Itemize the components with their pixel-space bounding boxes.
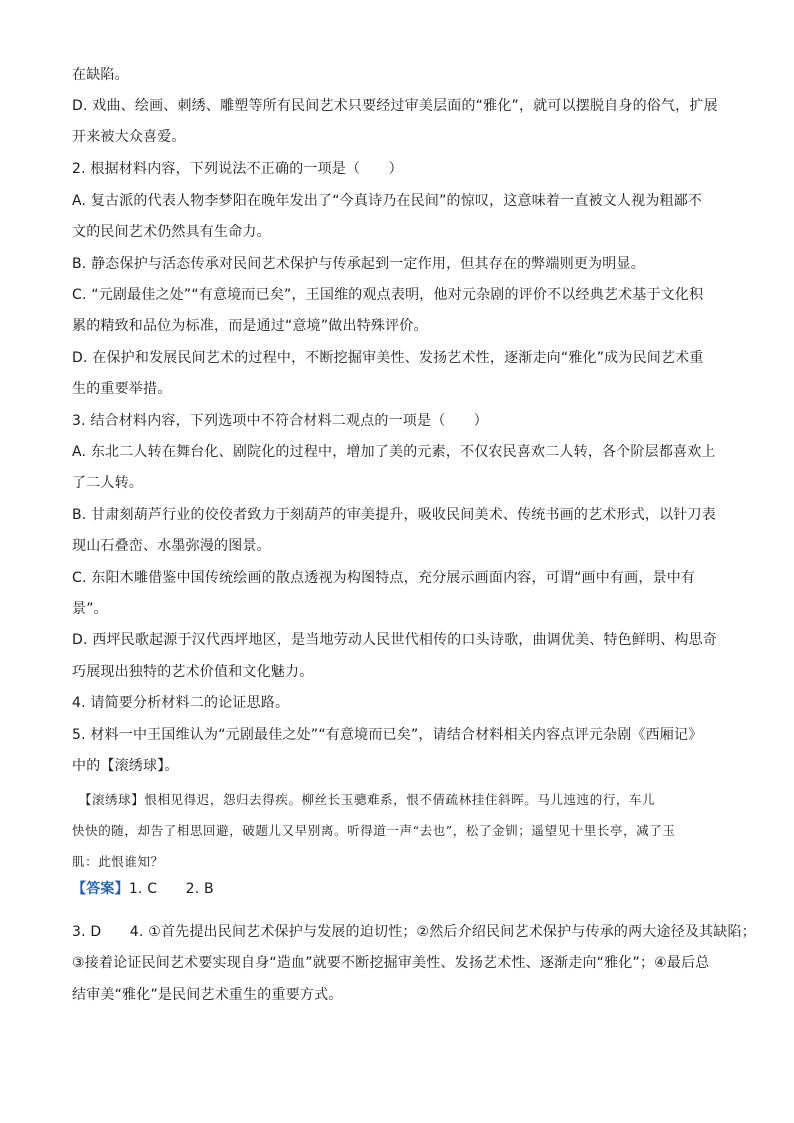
text-line: 开来被大众喜爱。 xyxy=(72,129,186,145)
option-d-line: D. 戏曲、绘画、刺绣、雕塑等所有民间艺术只要经过审美层面的“雅化”，就可以摆脱自身的俗气，扩展 xyxy=(72,98,718,114)
text-line: 在缺陷。 xyxy=(72,67,129,83)
question-5: 5. 材料一中王国维认为“元剧最佳之处”“有意境而已矣”，请结合材料相关内容点评元杂剧《西厢记》 xyxy=(72,727,703,743)
text-line: 了二人转。 xyxy=(72,475,143,491)
option-a-line: A. 东北二人转在舞台化、剧院化的过程中，增加了美的元素，不仅农民喜欢二人转，各个阶层都喜欢上 xyxy=(72,444,716,460)
text-line: 生的重要举措。 xyxy=(72,381,172,397)
option-d-line: D. 西坪民歌起源于汉代西坪地区，是当地劳动人民世代相传的口头诗歌，曲调优美、特色鲜明、构思奇 xyxy=(72,632,718,648)
option-c-line: C. 东阳木雕借鉴中国传统绘画的散点透视为构图特点，充分展示画面内容，可谓“画中有画，景中有 xyxy=(72,570,696,586)
text-line: 文的民间艺术仍然具有生命力。 xyxy=(72,224,271,240)
answer-line xyxy=(72,880,732,898)
poem-line: 【滚绣球】恨相见得迟，怨归去得疾。柳丝长玉骢难系，恨不倩疏林挂住斜晖。马儿迍迍的行，车儿 xyxy=(72,792,656,807)
text-line: 景”。 xyxy=(72,601,108,617)
answer-text: 1. C 2. B xyxy=(128,881,214,897)
answer-line: 3. D 4. ①首先提出民间艺术保护与发展的迫切性；②然后介绍民间艺术保护与传承的两大途径及其缺陷； xyxy=(72,924,756,940)
option-b-line: B. 静态保护与活态传承对民间艺术保护与传承起到一定作用，但其存在的弊端则更为明显。 xyxy=(72,256,645,272)
option-c-line: C. “元剧最佳之处”“有意境而已矣”，王国维的观点表明，他对元杂剧的评价不以经典艺术基于文化积 xyxy=(72,287,704,303)
question-4: 4. 请简要分析材料二的论证思路。 xyxy=(72,695,290,711)
text-line: 巧展现出独特的艺术价值和文化魅力。 xyxy=(72,664,314,680)
poem-line: 肌：此恨谁知？ xyxy=(72,854,164,869)
text-line: 中的【滚绣球】。 xyxy=(72,758,179,774)
option-a-line: A. 复古派的代表人物李梦阳在晚年发出了“今真诗乃在民间”的惊叹，这意味着一直被文人视为粗鄙不 xyxy=(72,193,703,209)
answer-line: 结审美“雅化”是民间艺术重生的重要方式。 xyxy=(72,987,343,1003)
question-3: 3. 结合材料内容，下列选项中不符合材料二观点的一项是（ ） xyxy=(72,413,489,429)
text-line: 累的精致和品位为标准，而是通过“意境”做出特殊评价。 xyxy=(72,318,428,334)
poem-line: 快快的随，却告了相思回避，破题儿又早别离。听得道一声“去也”，松了金钏；遥望见十里长亭，减了玉 xyxy=(72,823,676,838)
option-d-line: D. 在保护和发展民间艺术的过程中，不断挖掘审美性、发扬艺术性，逐渐走向“雅化”成为民间艺术重 xyxy=(72,350,704,366)
question-2: 2. 根据材料内容，下列说法不正确的一项是（ ） xyxy=(72,161,403,177)
text-line: 现山石叠峦、水墨弥漫的图景。 xyxy=(72,538,271,554)
answer-label: 【答案】 xyxy=(72,881,129,897)
answer-line: ③接着论证民间艺术要实现自身“造血”就要不断挖掘审美性、发扬艺术性、逐渐走向“雅化”；④最后总 xyxy=(72,955,710,971)
option-b-line: B. 甘肃刻葫芦行业的佼佼者致力于刻葫芦的审美提升，吸收民间美术、传统书画的艺术形式，以针刀表 xyxy=(72,507,716,523)
